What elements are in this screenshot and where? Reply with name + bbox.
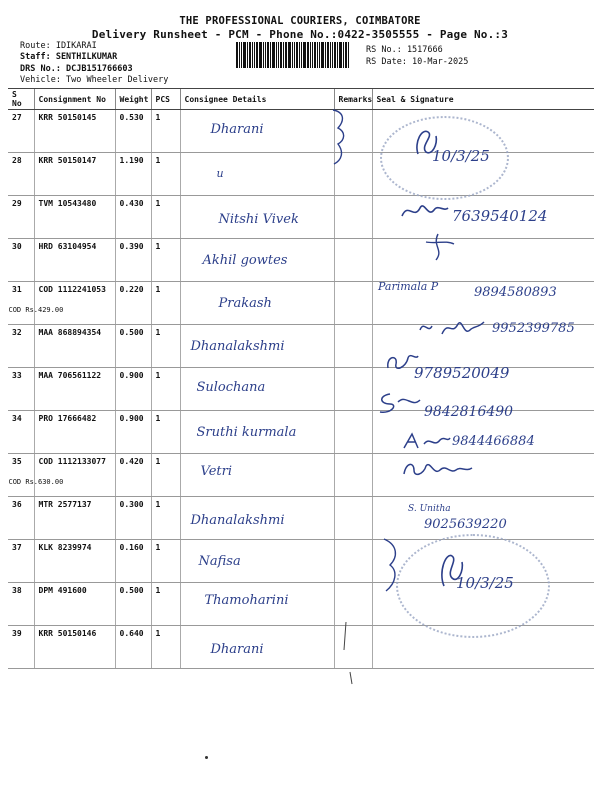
- row-sno: 29: [8, 196, 34, 239]
- row-pcs: 1: [151, 583, 180, 626]
- stamp-date: 10/3/25: [432, 147, 490, 165]
- row-weight: 0.430: [115, 196, 151, 239]
- vehicle-label: Vehicle: Two Wheeler Delivery: [20, 75, 169, 85]
- row-consignee: [180, 368, 334, 411]
- signature-scribble-icon: [400, 196, 450, 224]
- signature-name: S. Unitha: [408, 504, 451, 514]
- row-pcs: 1: [151, 411, 180, 454]
- row-pcs: 1: [151, 282, 180, 325]
- consignment-number: COD 1112241053: [38, 285, 106, 294]
- stamp-date: 10/3/25: [456, 574, 514, 592]
- row-weight: 0.300: [115, 497, 151, 540]
- col-header-weight: Weight: [115, 89, 151, 110]
- signature-phone: 9952399785: [492, 321, 575, 336]
- row-sno: 33: [8, 368, 34, 411]
- pen-dot-icon: [205, 756, 208, 759]
- col-header-pcs: PCS: [151, 89, 180, 110]
- row-remarks: [334, 454, 372, 497]
- row-remarks: [334, 282, 372, 325]
- row-remarks: [334, 239, 372, 282]
- signature-scribble-icon: [418, 232, 458, 262]
- consignee-handwriting: Vetri: [200, 464, 232, 479]
- cod-amount: COD Rs.630.00: [8, 478, 64, 486]
- signature-name: Parimala P: [378, 280, 439, 293]
- row-weight: 0.500: [115, 325, 151, 368]
- col-header-consignee: Consignee Details: [180, 89, 334, 110]
- row-weight: 0.220: [115, 282, 151, 325]
- row-weight: 1.190: [115, 153, 151, 196]
- table-header-row: [8, 89, 594, 110]
- row-consignment: KRR 50150147: [34, 153, 115, 196]
- row-consignee: [180, 583, 334, 626]
- row-consignee: [180, 153, 334, 196]
- consignee-handwriting: Dhanalakshmi: [190, 513, 285, 528]
- runsheet-subtitle: Delivery Runsheet - PCM - Phone No.:0422-3505555 - Page No.:3: [91, 28, 509, 41]
- row-signature: [372, 239, 594, 282]
- row-consignee: [180, 110, 334, 153]
- row-consignment: MAA 868894354: [34, 325, 115, 368]
- row-consignment: TVM 10543480: [34, 196, 115, 239]
- row-sno: 35: [8, 454, 34, 497]
- row-weight: 0.420: [115, 454, 151, 497]
- col-header-consignment: Consignment No: [34, 89, 115, 110]
- row-consignee: [180, 411, 334, 454]
- table-row: [8, 454, 594, 497]
- row-remarks: [334, 540, 372, 583]
- consignee-handwriting: Nitshi Vivek: [218, 212, 299, 227]
- row-weight: 0.390: [115, 239, 151, 282]
- row-sno: 28: [8, 153, 34, 196]
- row-consignment: PRO 17666482: [34, 411, 115, 454]
- table-row: [8, 239, 594, 282]
- signature-scribble-icon: [418, 316, 488, 340]
- consignee-handwriting: Dharani: [210, 642, 264, 657]
- row-remarks: [334, 196, 372, 239]
- row-consignee: [180, 454, 334, 497]
- row-consignment: KLK 8239974: [34, 540, 115, 583]
- cod-amount: COD Rs.429.00: [8, 306, 64, 314]
- row-sno: 34: [8, 411, 34, 454]
- row-consignee: [180, 325, 334, 368]
- row-weight: 0.160: [115, 540, 151, 583]
- signature-phone: 9894580893: [474, 285, 557, 300]
- consignee-handwriting: Thamoharini: [204, 593, 289, 608]
- row-pcs: 1: [151, 540, 180, 583]
- row-sno: 27: [8, 110, 34, 153]
- row-consignment: MAA 706561122: [34, 368, 115, 411]
- pen-mark-icon: [336, 620, 356, 690]
- row-remarks: [334, 325, 372, 368]
- row-weight: 0.640: [115, 626, 151, 669]
- row-sno: 30: [8, 239, 34, 282]
- row-remarks: [334, 497, 372, 540]
- rs-date: RS Date: 10-Mar-2025: [366, 57, 469, 67]
- row-pcs: 1: [151, 368, 180, 411]
- row-sno: 38: [8, 583, 34, 626]
- row-remarks: [334, 411, 372, 454]
- row-remarks: [334, 368, 372, 411]
- consignee-handwriting: Dharani: [210, 122, 264, 137]
- row-consignee: [180, 239, 334, 282]
- consignee-handwriting: Prakash: [218, 296, 272, 311]
- consignee-handwriting: Akhil gowtes: [202, 253, 288, 268]
- row-consignment: DPM 491600: [34, 583, 115, 626]
- consignee-handwriting: Dhanalakshmi: [190, 339, 285, 354]
- signature-scribble-icon: [400, 458, 474, 480]
- signature-phone: 7639540124: [452, 207, 548, 225]
- row-pcs: 1: [151, 325, 180, 368]
- row-sno: 36: [8, 497, 34, 540]
- drs-number: DRS No.: DCJB151766603: [20, 64, 133, 74]
- row-pcs: 1: [151, 239, 180, 282]
- row-pcs: 1: [151, 153, 180, 196]
- row-pcs: 1: [151, 110, 180, 153]
- signature-scribble-icon: [376, 390, 422, 416]
- rs-number: RS No.: 1517666: [366, 45, 443, 55]
- row-pcs: 1: [151, 497, 180, 540]
- row-consignment: KRR 50150145: [34, 110, 115, 153]
- consignee-handwriting: Sulochana: [196, 380, 266, 395]
- signature-phone: 9789520049: [414, 364, 510, 382]
- row-pcs: 1: [151, 454, 180, 497]
- col-header-signature: Seal & Signature: [372, 89, 594, 110]
- barcode-icon: [236, 42, 360, 68]
- consignee-handwriting: Sruthi kurmala: [196, 425, 297, 440]
- signature-phone: 9842816490: [424, 404, 514, 420]
- signature-scribble-icon: [402, 430, 452, 452]
- row-consignee: [180, 282, 334, 325]
- row-pcs: 1: [151, 196, 180, 239]
- row-sno: 31: [8, 282, 34, 325]
- route-label: Route: IDIKARAI: [20, 41, 97, 51]
- signature-phone: 9844466884: [452, 434, 535, 449]
- row-consignment: HRD 63104954: [34, 239, 115, 282]
- row-weight: 0.900: [115, 411, 151, 454]
- col-header-remarks: Remarks: [334, 89, 372, 110]
- company-title: THE PROFESSIONAL COURIERS, COIMBATORE: [179, 15, 421, 27]
- row-weight: 0.900: [115, 368, 151, 411]
- row-consignee: [180, 497, 334, 540]
- row-sno: 32: [8, 325, 34, 368]
- consignee-handwriting: u: [216, 167, 224, 180]
- remarks-bracket-icon: [330, 108, 350, 166]
- row-sno: 39: [8, 626, 34, 669]
- row-consignment: MTR 2577137: [34, 497, 115, 540]
- consignment-number: COD 1112133077: [38, 457, 106, 466]
- row-consignment: KRR 50150146: [34, 626, 115, 669]
- row-sno: 37: [8, 540, 34, 583]
- col-header-sno: S No: [8, 89, 34, 110]
- row-pcs: 1: [151, 626, 180, 669]
- row-weight: 0.500: [115, 583, 151, 626]
- row-consignee: [180, 626, 334, 669]
- staff-label: Staff: SENTHILKUMAR: [20, 52, 118, 62]
- consignee-handwriting: Nafisa: [198, 554, 241, 569]
- row-weight: 0.530: [115, 110, 151, 153]
- row-consignee: [180, 540, 334, 583]
- row-consignee: [180, 196, 334, 239]
- signature-phone: 9025639220: [424, 517, 507, 532]
